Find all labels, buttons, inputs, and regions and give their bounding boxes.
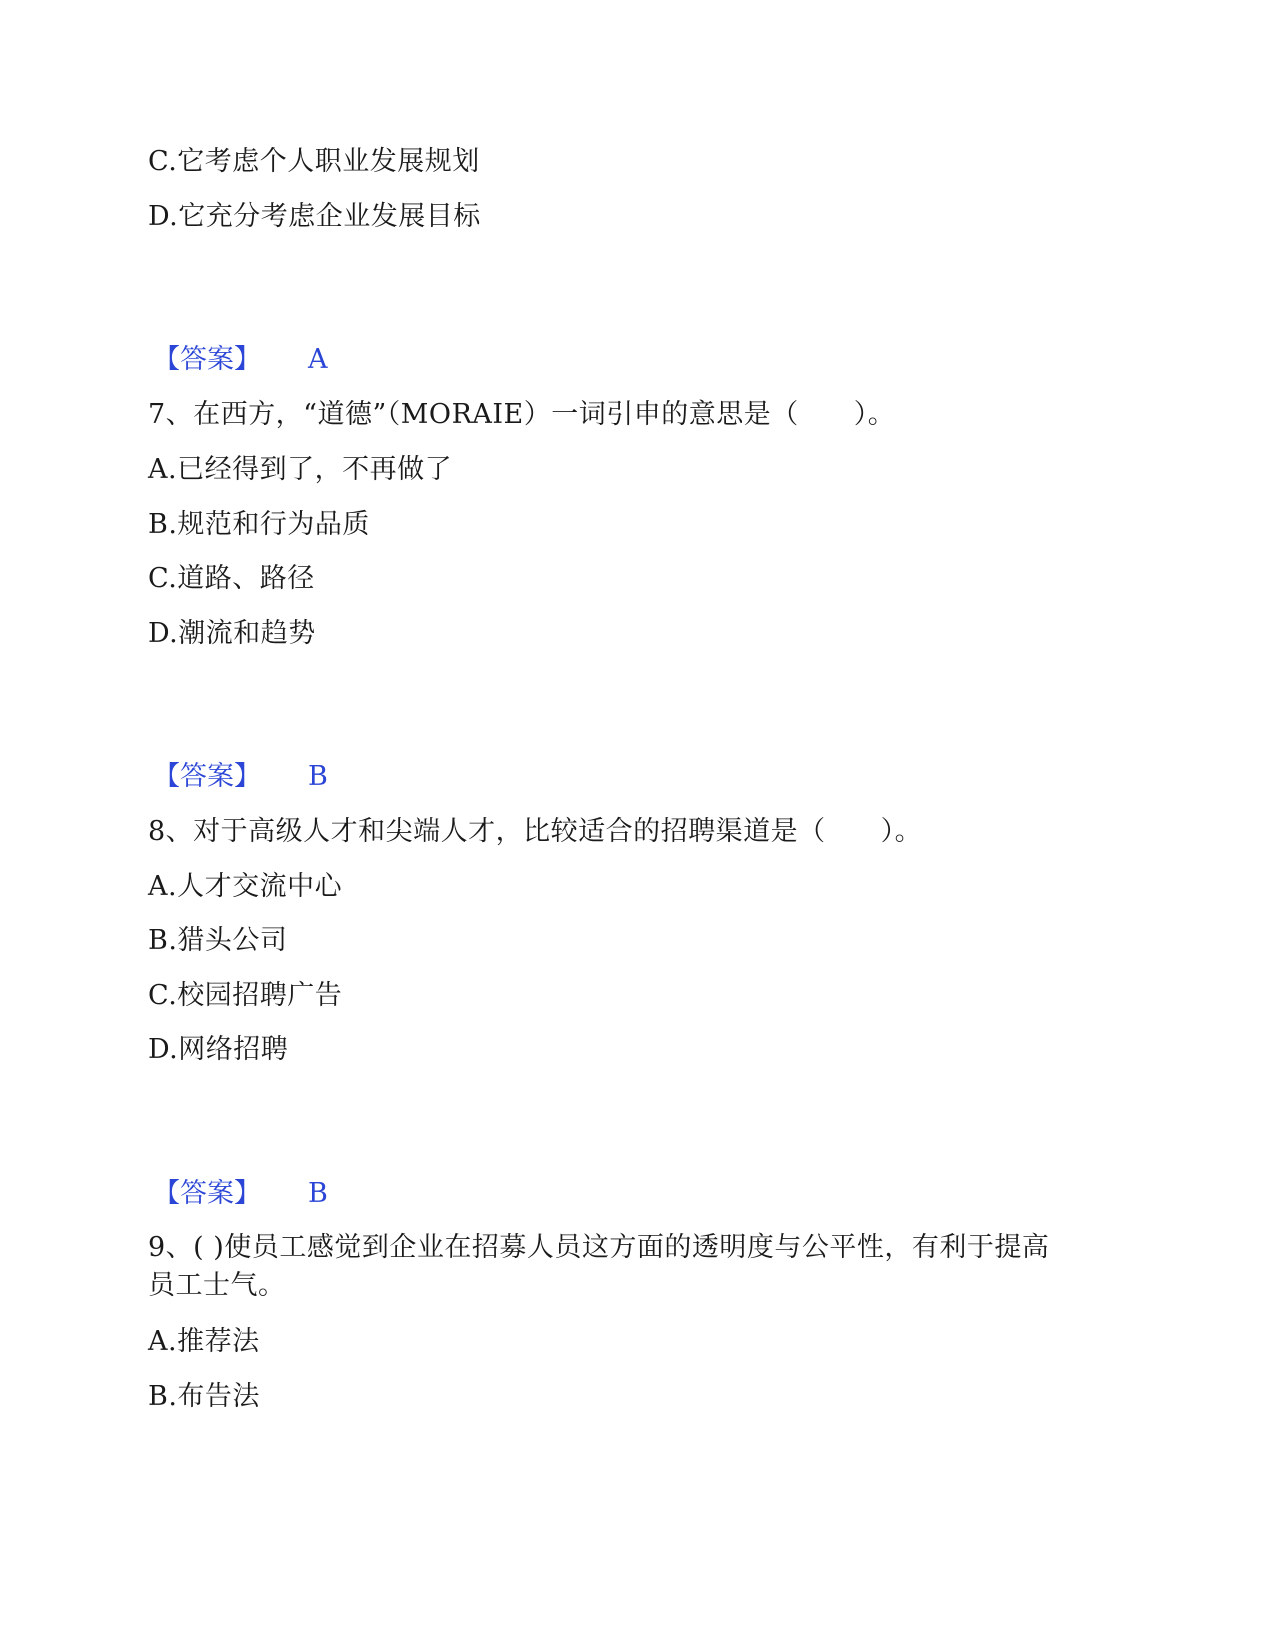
q8-answer-row xyxy=(153,1176,328,1212)
answer-value: B xyxy=(308,1178,328,1209)
q8-option-b: B.猎头公司 xyxy=(148,925,288,956)
q7-option-c: C.道路、路径 xyxy=(148,563,315,594)
answer-label: 【答案】 xyxy=(153,1178,261,1209)
q6-answer-row xyxy=(153,342,328,378)
q7-option-b: B.规范和行为品质 xyxy=(148,509,370,540)
q7-option-a: A.已经得到了，不再做了 xyxy=(148,454,453,485)
q9-option-a: A.推荐法 xyxy=(148,1326,260,1357)
answer-label: 【答案】 xyxy=(153,761,261,792)
answer-value: A xyxy=(308,344,328,375)
q9-stem-line1: 9、( )使员工感觉到企业在招募人员这方面的透明度与公平性，有利于提高 xyxy=(148,1232,1050,1263)
q8-option-c: C.校园招聘广告 xyxy=(148,980,343,1011)
q9-stem-line2: 员工士气。 xyxy=(148,1270,286,1301)
q6-option-d: D.它充分考虑企业发展目标 xyxy=(148,201,481,232)
q8-option-a: A.人才交流中心 xyxy=(148,871,343,902)
q6-option-c: C.它考虑个人职业发展规划 xyxy=(148,146,480,177)
q8-option-d: D.网络招聘 xyxy=(148,1034,289,1065)
q7-option-d: D.潮流和趋势 xyxy=(148,618,316,649)
answer-value: B xyxy=(308,761,328,792)
q8-stem: 8、对于高级人才和尖端人才，比较适合的招聘渠道是（ ）。 xyxy=(148,816,923,847)
answer-label: 【答案】 xyxy=(153,344,261,375)
q9-option-b: B.布告法 xyxy=(148,1381,260,1412)
q7-answer-row xyxy=(153,759,328,795)
q7-stem: 7、在西方，“道德”（MORAIE）一词引申的意思是（ ）。 xyxy=(148,399,896,430)
